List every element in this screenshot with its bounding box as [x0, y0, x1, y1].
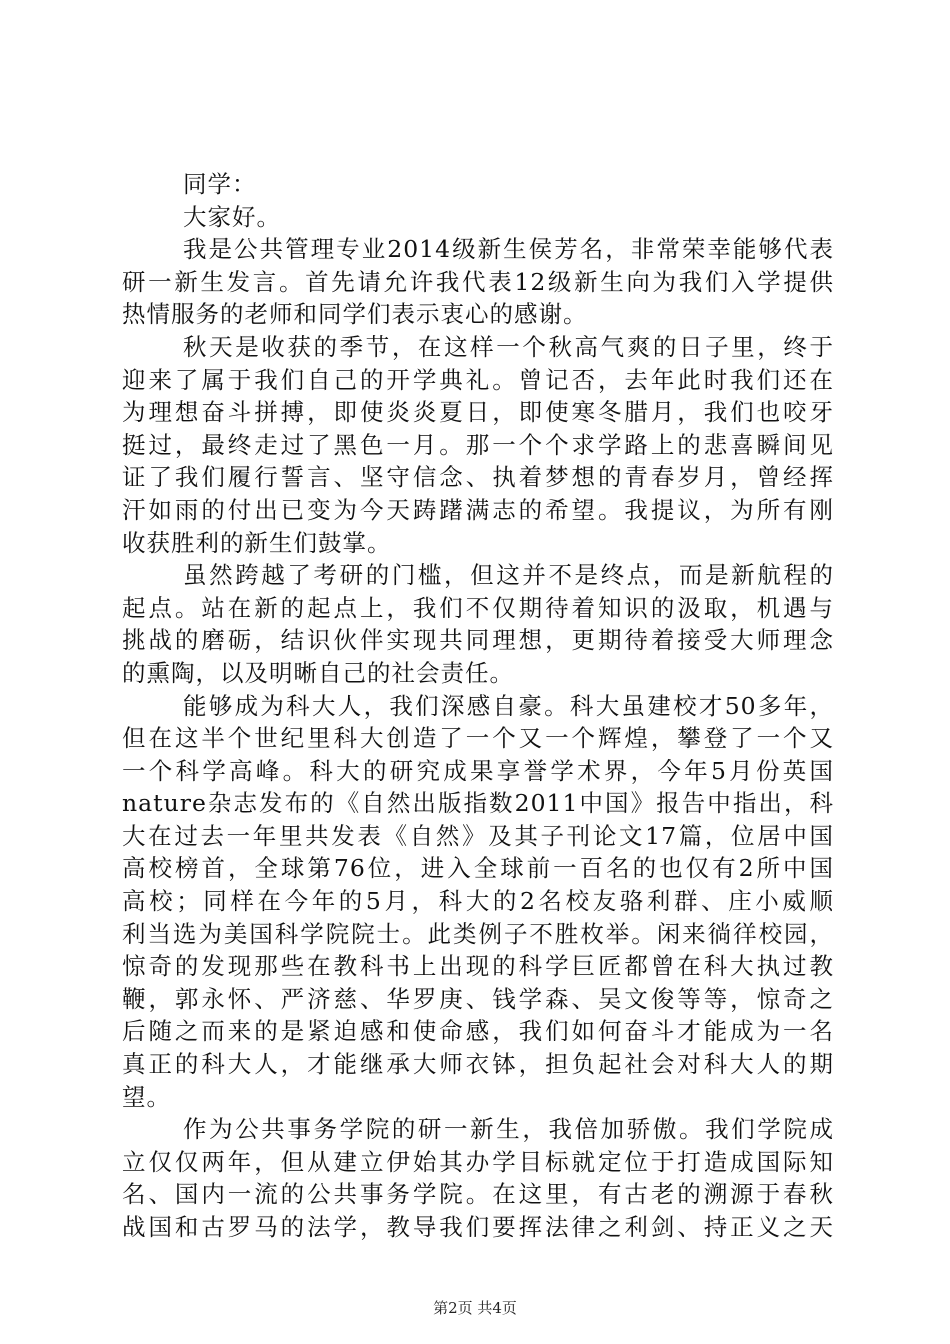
text-line: 虽然跨越了考研的门槛，但这并不是终点，而是新航程的 [183, 561, 834, 590]
text-line: 研一新生发言。首先请允许我代表12级新生向为我们入学提供 [122, 267, 834, 296]
text-line: 一个科学高峰。科大的研究成果享誉学术界，今年5月份英国 [122, 756, 834, 785]
text-line: 挺过，最终走过了黑色一月。那一个个求学路上的悲喜瞬间见 [122, 430, 834, 459]
text-line: 利当选为美国科学院院士。此类例子不胜枚举。闲来徜徉校园， [122, 919, 834, 948]
text-line: 收获胜利的新生们鼓掌。 [122, 528, 392, 557]
text-line: 真正的科大人，才能继承大师衣钵，担负起社会对科大人的期 [122, 1050, 834, 1079]
text-line: 立仅仅两年，但从建立伊始其办学目标就定位于打造成国际知 [122, 1147, 834, 1176]
text-line: 大家好。 [183, 202, 281, 231]
text-line: 鞭，郭永怀、严济慈、华罗庚、钱学森、吴文俊等等，惊奇之 [122, 984, 834, 1013]
text-line: 名、国内一流的公共事务学院。在这里，有古老的溯源于春秋 [122, 1180, 834, 1209]
document-body [122, 168, 834, 1244]
text-line: 的熏陶，以及明晰自己的社会责任。 [122, 658, 514, 687]
text-line: nature杂志发布的《自然出版指数2011中国》报告中指出，科 [122, 789, 834, 818]
text-line: 望。 [122, 1082, 171, 1111]
text-line: 热情服务的老师和同学们表示衷心的感谢。 [122, 300, 588, 329]
text-line: 战国和古罗马的法学，教导我们要挥法律之利剑、持正义之天 [122, 1213, 834, 1241]
text-line: 挑战的磨砺，结识伙伴实现共同理想，更期待着接受大师理念 [122, 626, 834, 655]
text-line: 汗如雨的付出已变为今天踌躇满志的希望。我提议，为所有刚 [122, 495, 834, 524]
text-line: 我是公共管理专业2014级新生侯芳名，非常荣幸能够代表 [183, 235, 834, 264]
text-line: 大在过去一年里共发表《自然》及其子刊论文17篇，位居中国 [122, 821, 834, 850]
text-line: 证了我们履行誓言、坚守信念、执着梦想的青春岁月，曾经挥 [122, 463, 834, 492]
text-line: 后随之而来的是紧迫感和使命感，我们如何奋斗才能成为一名 [122, 1017, 834, 1046]
text-line: 能够成为科大人，我们深感自豪。科大虽建校才50多年， [183, 691, 834, 720]
text-line: 为理想奋斗拼搏，即使炎炎夏日，即使寒冬腊月，我们也咬牙 [122, 398, 834, 427]
text-line: 秋天是收获的季节，在这样一个秋高气爽的日子里，终于 [183, 332, 834, 361]
text-line: 惊奇的发现那些在教科书上出现的科学巨匠都曾在科大执过教 [122, 952, 834, 981]
text-line: 同学： [183, 170, 257, 198]
text-line: 高校榜首，全球第76位，进入全球前一百名的也仅有2所中国 [122, 854, 834, 883]
text-line: 迎来了属于我们自己的开学典礼。曾记否，去年此时我们还在 [122, 365, 834, 394]
text-line: 起点。站在新的起点上，我们不仅期待着知识的汲取，机遇与 [122, 593, 834, 622]
text-line: 高校；同样在今年的5月，科大的2名校友骆利群、庄小威顺 [122, 887, 834, 916]
text-line: 作为公共事务学院的研一新生，我倍加骄傲。我们学院成 [183, 1115, 834, 1144]
text-line: 但在这半个世纪里科大创造了一个又一个辉煌，攀登了一个又 [122, 724, 834, 753]
page-footer: 第2页 共4页 [433, 1299, 517, 1317]
